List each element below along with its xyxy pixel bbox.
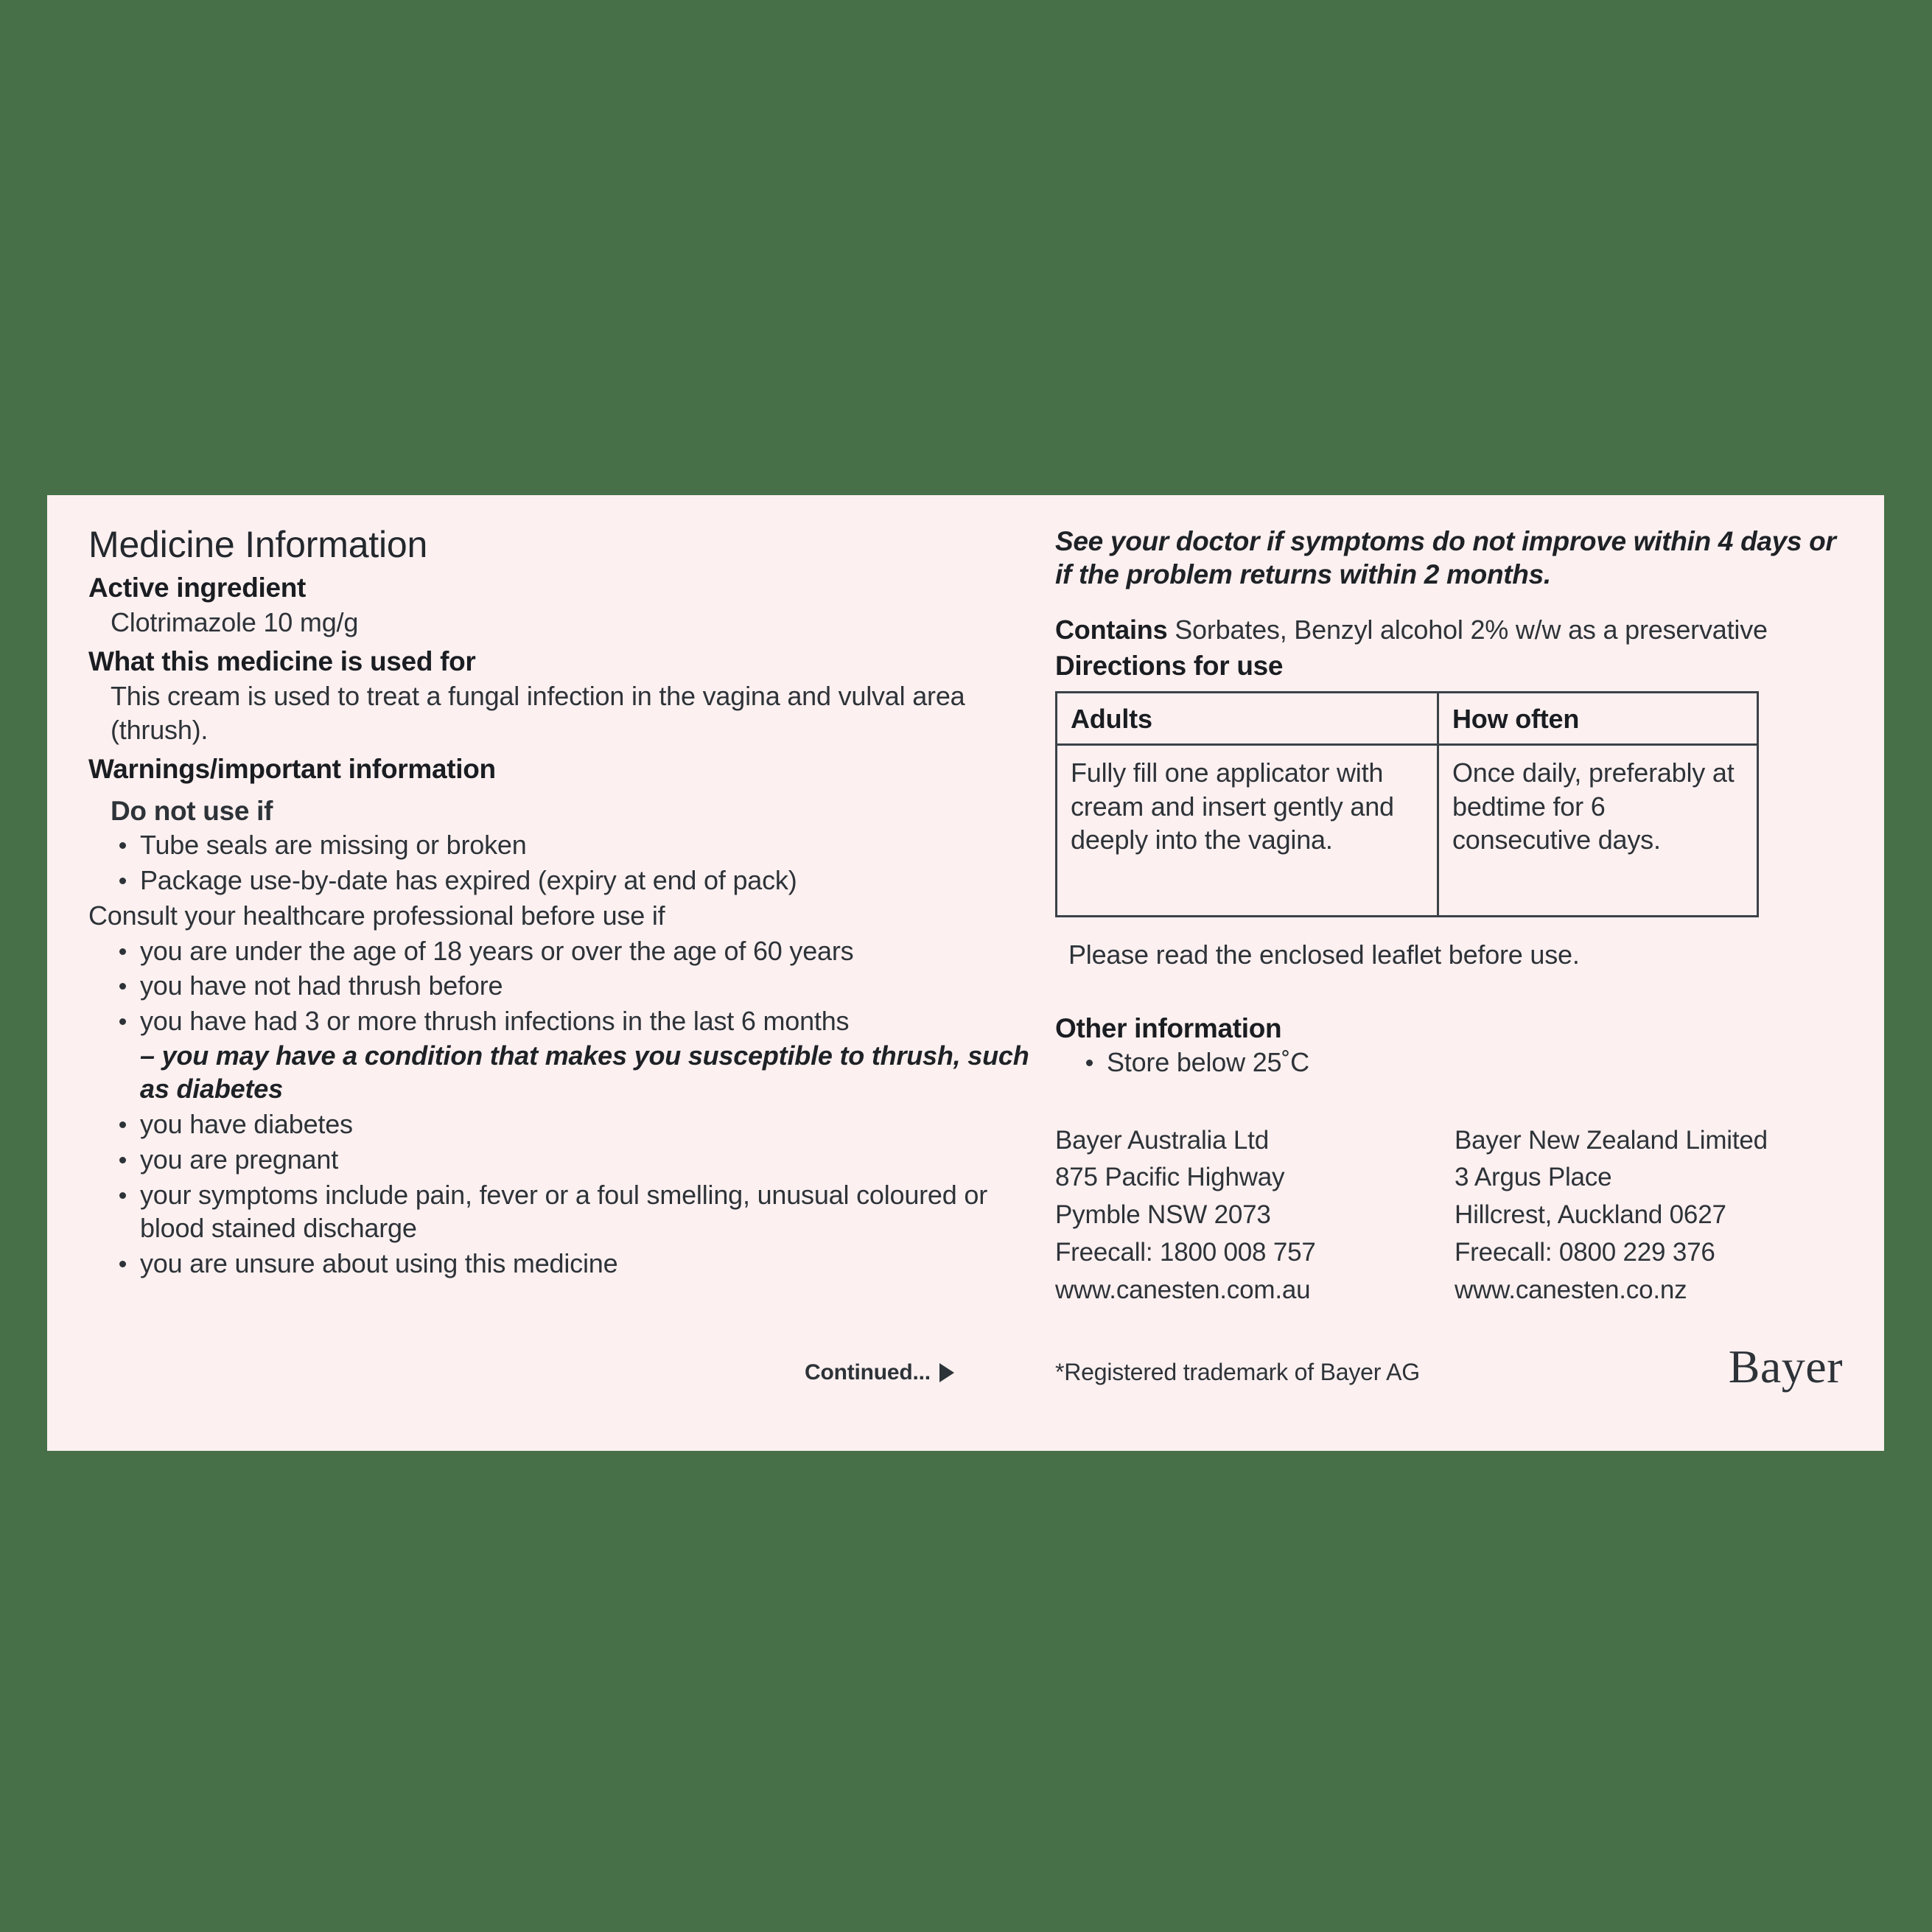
other-information-heading: Other information <box>1055 1012 1282 1043</box>
address-street: 875 Pacific Highway <box>1055 1163 1285 1192</box>
triangle-right-icon <box>939 1363 954 1382</box>
directions-heading: Directions for use <box>1055 651 1284 682</box>
address-company: Bayer Australia Ltd <box>1055 1125 1269 1155</box>
continued-indicator <box>805 1360 954 1385</box>
do-not-use-list <box>88 828 1032 897</box>
do-not-use-heading: Do not use if <box>111 795 273 826</box>
list-item: you have diabetes <box>88 1107 1032 1141</box>
list-item-text: you have had 3 or more thrush infections in the last 6 months <box>140 1005 850 1036</box>
address-new-zealand <box>1455 1122 1768 1309</box>
see-doctor-notice: See your doctor if symptoms do not improve within 4 days or if the problem returns within 2 months. <box>1055 526 1836 590</box>
address-city: Pymble NSW 2073 <box>1055 1200 1271 1230</box>
table-row <box>1057 744 1758 916</box>
bayer-logo: Bayer <box>1728 1340 1843 1393</box>
continued-label: Continued... <box>805 1360 931 1385</box>
contains-label: Contains <box>1055 615 1168 645</box>
consult-list <box>88 934 1032 1281</box>
used-for-text: This cream is used to treat a fungal infection in the vagina and vulval area (thrush). <box>111 680 965 745</box>
warnings-heading: Warnings/important information <box>88 754 496 785</box>
right-column <box>1055 525 1844 1309</box>
list-item: you are under the age of 18 years or over the age of 60 years <box>88 934 1032 968</box>
address-company: Bayer New Zealand Limited <box>1455 1125 1768 1155</box>
table-header-how-often: How often <box>1438 692 1758 744</box>
contains-value: Sorbates, Benzyl alcohol 2% w/w as a preservative <box>1175 615 1768 645</box>
list-item: your symptoms include pain, fever or a foul smelling, unusual coloured or blood stained discharge <box>88 1178 1032 1245</box>
list-item: you have not had thrush before <box>88 969 1032 1003</box>
list-item: Package use-by-date has expired (expiry at end of pack) <box>88 864 1032 897</box>
table-cell-how-often: Once daily, preferably at bedtime for 6 consecutive days. <box>1438 744 1758 916</box>
used-for-heading: What this medicine is used for <box>88 646 476 677</box>
medicine-information-panel <box>47 495 1884 1451</box>
list-item: you are unsure about using this medicine <box>88 1247 1032 1281</box>
trademark-notice: *Registered trademark of Bayer AG <box>1055 1359 1420 1385</box>
table-header-row <box>1057 692 1758 744</box>
address-website[interactable]: www.canesten.co.nz <box>1455 1275 1687 1304</box>
page-title: Medicine Information <box>88 524 428 565</box>
consult-lead: Consult your healthcare professional before use if <box>88 900 665 931</box>
address-australia <box>1055 1122 1455 1309</box>
leaflet-note: Please read the enclosed leaflet before use. <box>1068 939 1580 970</box>
table-cell-adults: Fully fill one applicator with cream and insert gently and deeply into the vagina. <box>1057 744 1438 916</box>
address-website[interactable]: www.canesten.com.au <box>1055 1275 1311 1304</box>
table-header-adults: Adults <box>1057 692 1438 744</box>
address-street: 3 Argus Place <box>1455 1163 1612 1192</box>
other-information-list <box>1055 1046 1844 1079</box>
contains-line <box>1055 613 1844 646</box>
directions-table <box>1055 691 1759 917</box>
address-phone: Freecall: 1800 008 757 <box>1055 1237 1316 1267</box>
consult-subnote: – you may have a condition that makes you susceptible to thrush, such as diabetes <box>140 1040 1029 1105</box>
address-phone: Freecall: 0800 229 376 <box>1455 1237 1715 1267</box>
left-column <box>88 525 1032 1282</box>
list-item <box>88 1004 1032 1106</box>
address-city: Hillcrest, Auckland 0627 <box>1455 1200 1726 1230</box>
list-item: Tube seals are missing or broken <box>88 828 1032 862</box>
addresses <box>1055 1122 1844 1309</box>
list-item: Store below 25˚C <box>1055 1046 1844 1079</box>
active-ingredient-value: Clotrimazole 10 mg/g <box>111 606 359 637</box>
active-ingredient-heading: Active ingredient <box>88 573 307 603</box>
list-item: you are pregnant <box>88 1143 1032 1177</box>
footer <box>47 1340 1884 1431</box>
